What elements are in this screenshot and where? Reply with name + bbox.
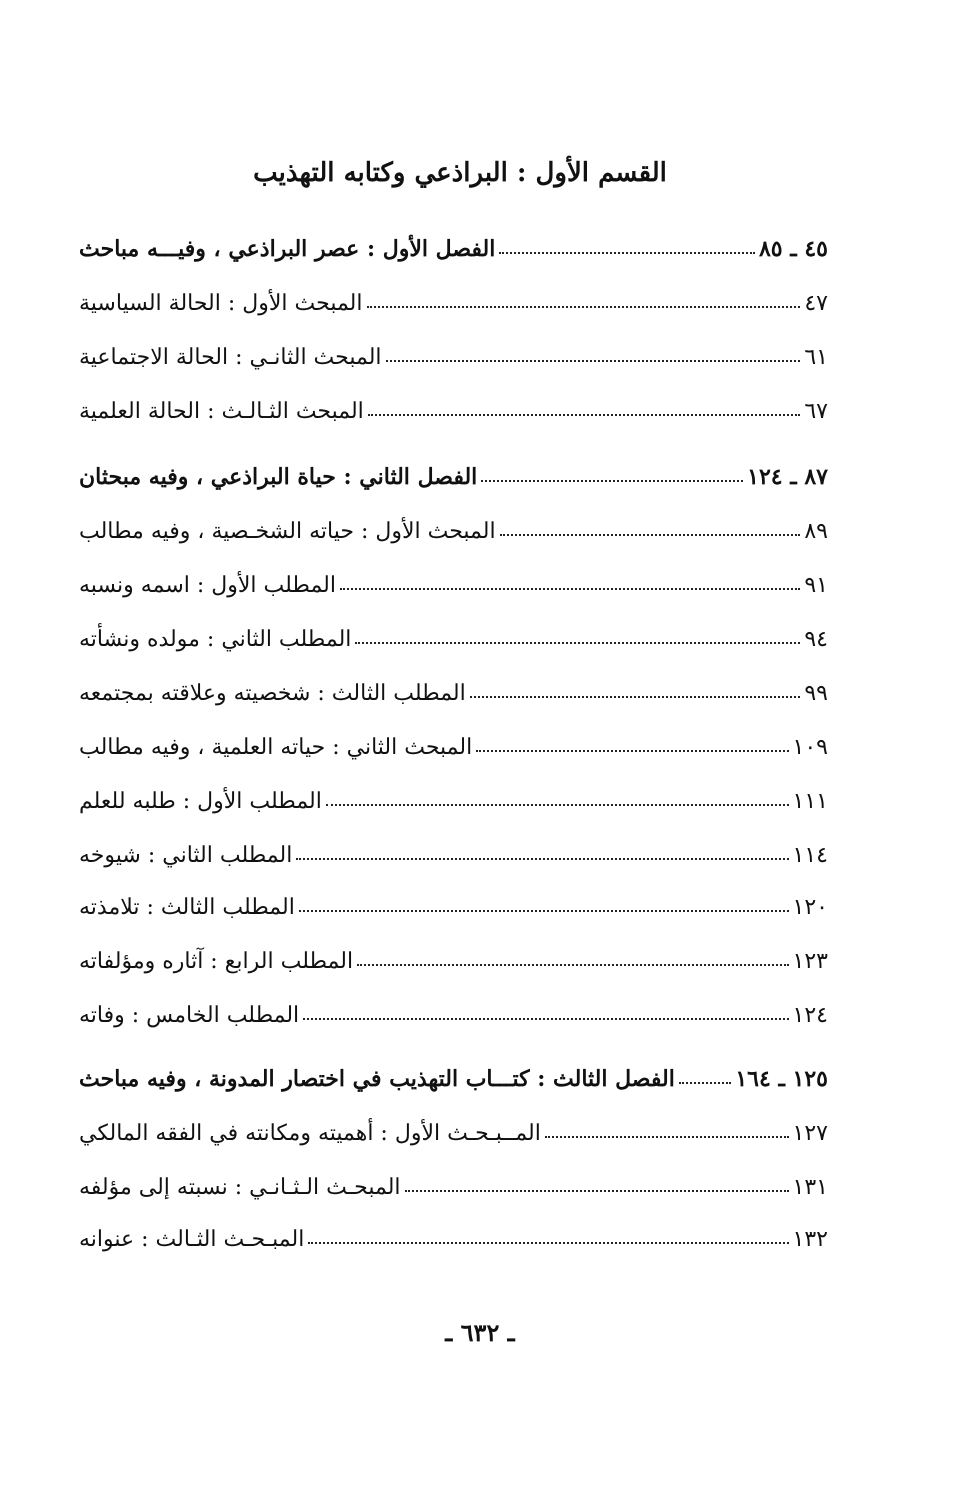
dot-leader <box>308 1241 788 1244</box>
toc-page-ref: ٦١ <box>804 345 828 370</box>
toc-entry <box>75 774 830 814</box>
toc-label: المطلب الرابع : آثاره ومؤلفاته <box>79 949 354 974</box>
dot-leader <box>367 305 801 308</box>
toc-entry <box>75 1106 830 1146</box>
toc-entry <box>75 720 830 760</box>
toc-label: المطلب الثاني : مولده ونشأته <box>79 627 352 652</box>
toc-label: الفصل الأول : عصر البراذعي ، وفيـــه مباحث <box>79 236 496 262</box>
toc-entry <box>75 1212 830 1252</box>
toc-entry <box>75 504 830 544</box>
toc-entry <box>75 384 830 424</box>
toc-label: المبـحـث الثـالث : عنوانه <box>79 1227 305 1252</box>
toc-chapter-3 <box>75 1052 830 1092</box>
toc-entry <box>75 1160 830 1200</box>
page-number: ـ ٦٣٢ ـ <box>445 1318 515 1347</box>
toc-label: المطلب الأول : طلبه للعلم <box>79 789 322 814</box>
toc-entry <box>75 828 830 868</box>
toc-page-ref: ١٢٤ <box>792 1003 828 1028</box>
toc-label: المطلب الثالث : شخصيته وعلاقته بمجتمعه <box>79 681 466 706</box>
toc-page-ref: ١٢٧ <box>792 1121 828 1146</box>
toc-entry <box>75 330 830 370</box>
toc-label: المبحث الثانـي : الحالة الاجتماعية <box>79 345 382 370</box>
toc-page-ref: ٩١ <box>804 573 828 598</box>
dot-leader <box>340 587 800 590</box>
toc-page-ref: ٩٩ <box>804 681 828 706</box>
toc-page-ref: ١٣١ <box>792 1175 828 1200</box>
toc-label: المبحث الثاني : حياته العلمية ، وفيه مطالب <box>79 735 473 760</box>
dot-leader <box>405 1189 789 1192</box>
toc-page-ref: ١٠٩ <box>792 735 828 760</box>
toc-page-ref: ١٢٥ ـ ١٦٤ <box>735 1066 828 1092</box>
toc-label: المبحث الأول : الحالة السياسية <box>79 291 363 316</box>
dot-leader <box>481 479 743 482</box>
toc-label: المطلب الثاني : شيوخه <box>79 843 293 868</box>
toc-entry <box>75 988 830 1028</box>
toc-page-ref: ٩٤ <box>804 627 828 652</box>
section-title: القسم الأول : البراذعي وكتابه التهذيب <box>253 158 667 188</box>
dot-leader <box>296 857 788 860</box>
dot-leader <box>500 533 801 536</box>
dot-leader <box>303 1017 788 1020</box>
toc-label: المبحث الأول : حياته الشخـصية ، وفيه مطالب <box>79 519 496 544</box>
toc-page-ref: ٦٧ <box>804 399 828 424</box>
toc-label: الفصل الثاني : حياة البراذعي ، وفيه مبحثان <box>79 464 478 490</box>
toc-entry <box>75 934 830 974</box>
toc-page-ref: ١١١ <box>792 789 828 814</box>
toc-page-ref: ١٣٢ <box>792 1227 828 1252</box>
toc-page-ref: ١٢٣ <box>792 949 828 974</box>
toc-entry <box>75 276 830 316</box>
dot-leader <box>499 251 755 254</box>
dot-leader <box>326 803 789 806</box>
toc-entry <box>75 666 830 706</box>
toc-page-ref: ٤٧ <box>804 291 828 316</box>
dot-leader <box>368 413 801 416</box>
toc-label: الفصل الثالث : كتـــاب التهذيب في اختصار المدونة ، وفيه مباحث <box>79 1066 675 1092</box>
toc-chapter-1 <box>75 222 830 262</box>
toc-page-ref: ٨٧ ـ ١٢٤ <box>747 464 828 490</box>
dot-leader <box>299 909 789 912</box>
dot-leader <box>476 749 788 752</box>
toc-label: المــبـحـث الأول : أهميته ومكانته في الفقه المالكي <box>79 1121 541 1146</box>
toc-label: المطلب الثالث : تلامذته <box>79 895 295 920</box>
dot-leader <box>386 359 801 362</box>
toc-chapter-2 <box>75 450 830 490</box>
toc-entry <box>75 880 830 920</box>
toc-page-ref: ١٢٠ <box>792 895 828 920</box>
dot-leader <box>470 695 801 698</box>
dot-leader <box>545 1135 789 1138</box>
toc-page-ref: ١١٤ <box>792 843 828 868</box>
toc-page-ref: ٤٥ ـ ٨٥ <box>758 236 828 262</box>
toc-label: المطلب الأول : اسمه ونسبه <box>79 573 336 598</box>
toc-page-ref: ٨٩ <box>804 519 828 544</box>
dot-leader <box>679 1081 732 1084</box>
dot-leader <box>357 963 788 966</box>
dot-leader <box>355 641 800 644</box>
toc-label: المبحـث الـثـانـي : نسبته إلى مؤلفه <box>79 1175 401 1200</box>
toc-entry <box>75 612 830 652</box>
toc-label: المبحث الثـالـث : الحالة العلمية <box>79 399 364 424</box>
toc-entry <box>75 558 830 598</box>
toc-label: المطلب الخامس : وفاته <box>79 1003 300 1028</box>
